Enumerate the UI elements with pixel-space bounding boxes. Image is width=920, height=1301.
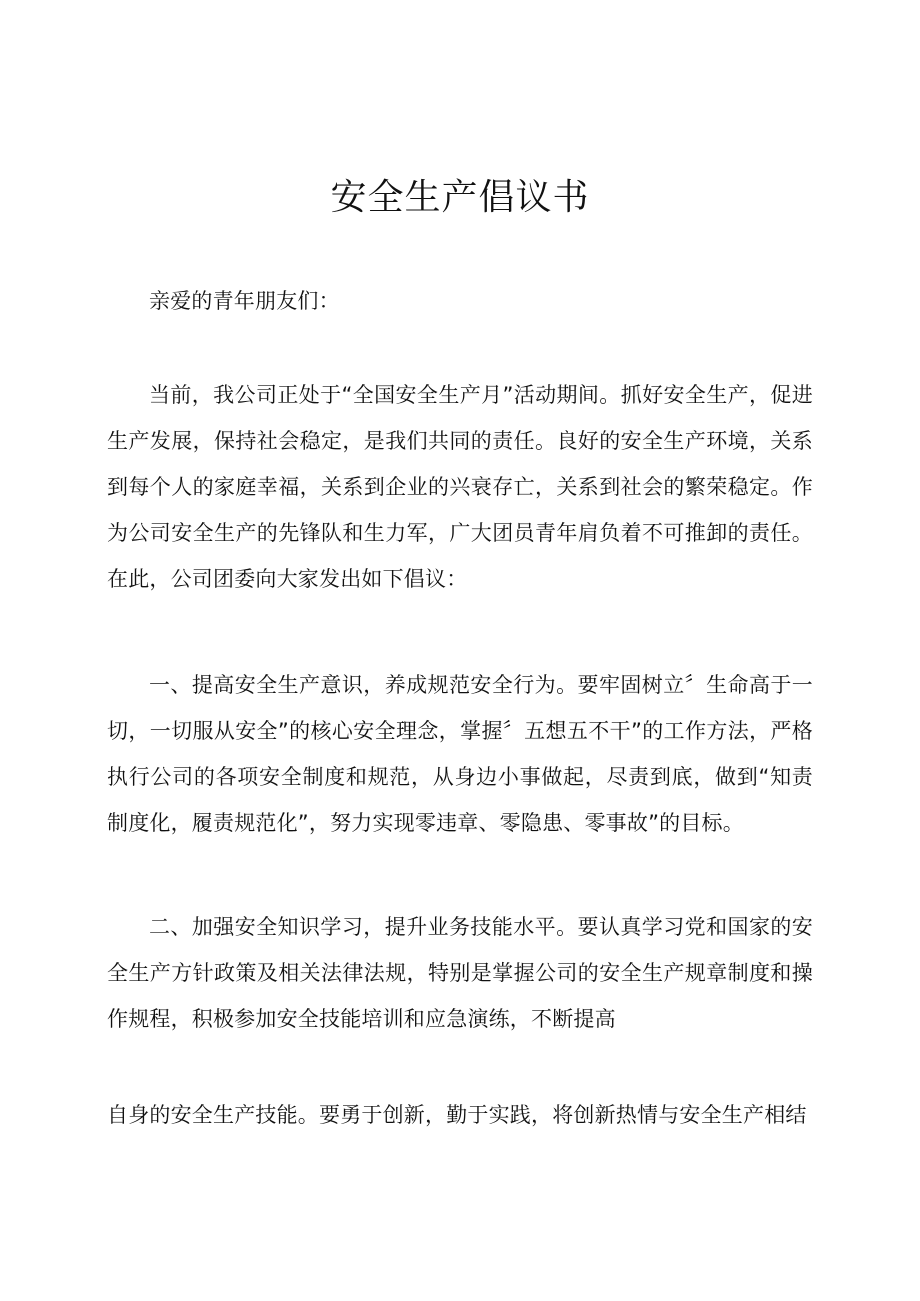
paragraph-intro: 当前，我公司正处于“全国安全生产月”活动期间。抓好安全生产，促进生产发展，保持社会稳定，是我们共同的责任。良好的安全生产环境，关系到每个人的家庭幸福，关系到企业的兴衰存亡，关系到社会的繁荣稳定。作为公司安全生产的先锋队和生力军，广大团员青年肩负着不可推卸的责任。在此，公司团委向大家发出如下倡议：	[107, 383, 813, 591]
greeting: 亲爱的青年朋友们：	[149, 289, 340, 313]
paragraph-item-two: 二、加强安全知识学习，提升业务技能水平。要认真学习党和国家的安全生产方针政策及相关法律法规，特别是掌握公司的安全生产规章制度和操作规程，积极参加安全技能培训和应急演练，不断提高	[107, 915, 813, 1031]
paragraph-item-one: 一、提高安全生产意识，养成规范安全行为。要牢固树立〞生命高于一切，一切服从安全”的核心安全理念，掌握〞五想五不干”的工作方法，严格执行公司的各项安全制度和规范，从身边小事做起，尽责到底，做到“知责制度化，履责规范化”，努力实现零违章、零隐患、零事故”的目标。	[107, 673, 813, 835]
paragraph-continuation: 自身的安全生产技能。要勇于创新，勤于实践，将创新热情与安全生产相结	[107, 1103, 807, 1127]
document-title: 安全生产倡议书	[330, 177, 590, 218]
